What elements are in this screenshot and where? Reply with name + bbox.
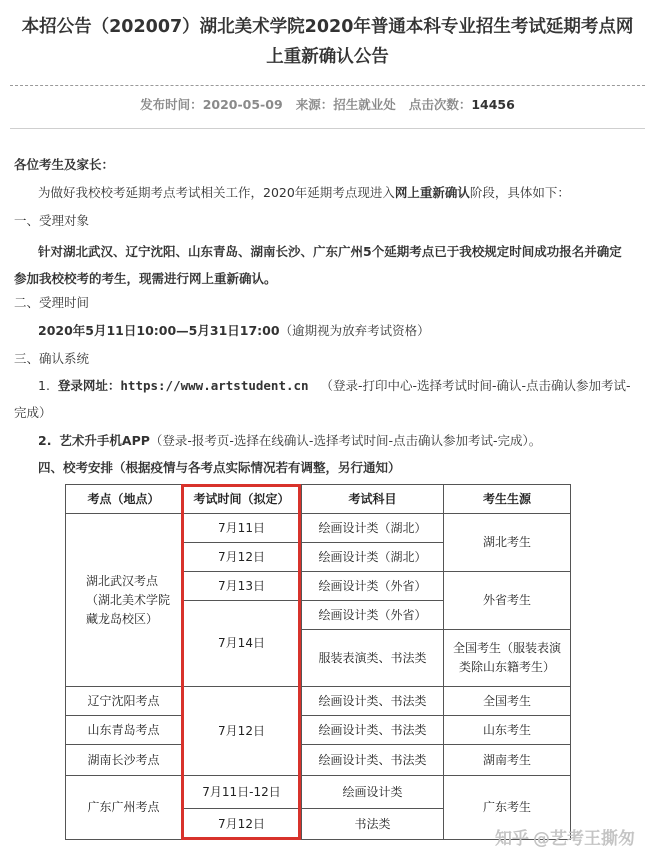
item-1-steps-cont: 完成） <box>14 405 52 420</box>
subject-cell: 绘画设计类、书法类 <box>301 715 444 745</box>
subject-cell: 绘画设计类 <box>301 775 444 809</box>
source-cell: 广东考生 <box>443 775 571 840</box>
intro-bold: 网上重新确认 <box>394 185 470 200</box>
source-cell: 全国考生（服装表演类除山东籍考生） <box>443 629 571 687</box>
intro-after: 阶段，具体如下： <box>469 185 570 200</box>
section-2-time <box>38 321 430 341</box>
header-time: 考试时间（拟定） <box>181 484 302 514</box>
section-1-text: 针对湖北武汉、辽宁沈阳、山东青岛、湖南长沙、广东广州5个延期考点已于我校规定时间成功报名并确定参加我校校考的考生，现需进行网上重新确认。 <box>14 244 622 286</box>
watermark-author: @艺考王撕匆 <box>533 829 635 849</box>
item-2-number: 2. <box>38 433 52 448</box>
header-subject: 考试科目 <box>301 484 444 514</box>
venue-qingdao: 山东青岛考点 <box>65 715 182 745</box>
subject-cell: 书法类 <box>301 808 444 840</box>
subject-cell: 绘画设计类（外省） <box>301 571 444 601</box>
time-cell: 7月13日 <box>181 571 302 601</box>
section-4-title: 四、校考安排（根据疫情与各考点实际情况若有调整，另行通知） <box>38 460 401 475</box>
time-cell: 7月12日 <box>181 686 302 776</box>
time-cell: 7月11日 <box>181 513 302 543</box>
venue-changsha: 湖南长沙考点 <box>65 744 182 776</box>
item-2-steps: （登录-报考页-选择在线确认-选择考试时间-点击确认参加考试-完成）。 <box>149 433 542 448</box>
time-note: （逾期视为放弃考试资格） <box>279 323 430 338</box>
publish-date: 2020-05-09 <box>202 97 283 112</box>
time-cell: 7月12日 <box>181 808 302 840</box>
venue-shenyang: 辽宁沈阳考点 <box>65 686 182 716</box>
publish-label: 发布时间： <box>140 97 203 112</box>
views-label: 点击次数： <box>408 97 472 112</box>
source-cell: 全国考生 <box>443 686 571 716</box>
subject-cell: 绘画设计类、书法类 <box>301 744 444 776</box>
watermark-site: 知乎 <box>495 829 529 849</box>
subject-cell: 绘画设计类（外省） <box>301 600 444 630</box>
source-label: 来源： <box>295 97 334 112</box>
artstudent-link[interactable]: https://www.artstudent.cn <box>120 378 309 393</box>
item-1-number: 1. <box>38 378 50 393</box>
intro-before: 为做好我校校考延期考点考试相关工作，2020年延期考点现进入 <box>38 185 395 200</box>
system-item-2 <box>38 431 541 451</box>
meta-divider <box>10 128 645 129</box>
subject-cell: 绘画设计类、书法类 <box>301 686 444 716</box>
source-cell: 山东考生 <box>443 715 571 745</box>
section-1-title: 一、受理对象 <box>14 213 90 228</box>
time-range: 2020年5月11日10:00—5月31日17:00 <box>38 323 280 338</box>
source-value[interactable]: 招生就业处 <box>333 97 396 112</box>
source-cell: 湖南考生 <box>443 744 571 776</box>
section-2-title: 二、受理时间 <box>14 295 90 310</box>
system-item-1 <box>38 376 631 396</box>
article-title: 本招公告（202007）湖北美术学院2020年普通本科专业招生考试延期考点网上重新确认公告 <box>21 17 634 67</box>
watermark <box>495 824 635 849</box>
exam-schedule-table <box>65 484 571 840</box>
item-2-label: 艺术升手机APP <box>59 433 150 448</box>
section-3-title: 三、确认系统 <box>14 351 90 366</box>
time-cell: 7月12日 <box>181 542 302 572</box>
subject-cell: 绘画设计类（湖北） <box>301 513 444 543</box>
time-cell: 7月11日-12日 <box>181 775 302 809</box>
venue-guangzhou: 广东广州考点 <box>65 775 182 840</box>
venue-wuhan: 湖北武汉考点（湖北美术学院藏龙岛校区） <box>65 513 182 687</box>
subject-cell: 绘画设计类（湖北） <box>301 542 444 572</box>
greeting: 各位考生及家长： <box>14 157 115 172</box>
article-meta <box>0 95 655 113</box>
title-divider <box>10 85 645 86</box>
header-venue: 考点（地点） <box>65 484 182 514</box>
source-cell: 湖北考生 <box>443 513 571 572</box>
item-1-label: 登录网址： <box>57 378 121 393</box>
subject-cell: 服装表演类、书法类 <box>301 629 444 687</box>
intro-paragraph <box>38 183 570 203</box>
item-1-steps: （登录-打印中心-选择考试时间-确认-点击确认参加考试- <box>320 378 631 393</box>
time-cell: 7月14日 <box>181 600 302 687</box>
views-count: 14456 <box>471 97 515 112</box>
source-cell: 外省考生 <box>443 571 571 630</box>
header-source: 考生生源 <box>443 484 571 514</box>
